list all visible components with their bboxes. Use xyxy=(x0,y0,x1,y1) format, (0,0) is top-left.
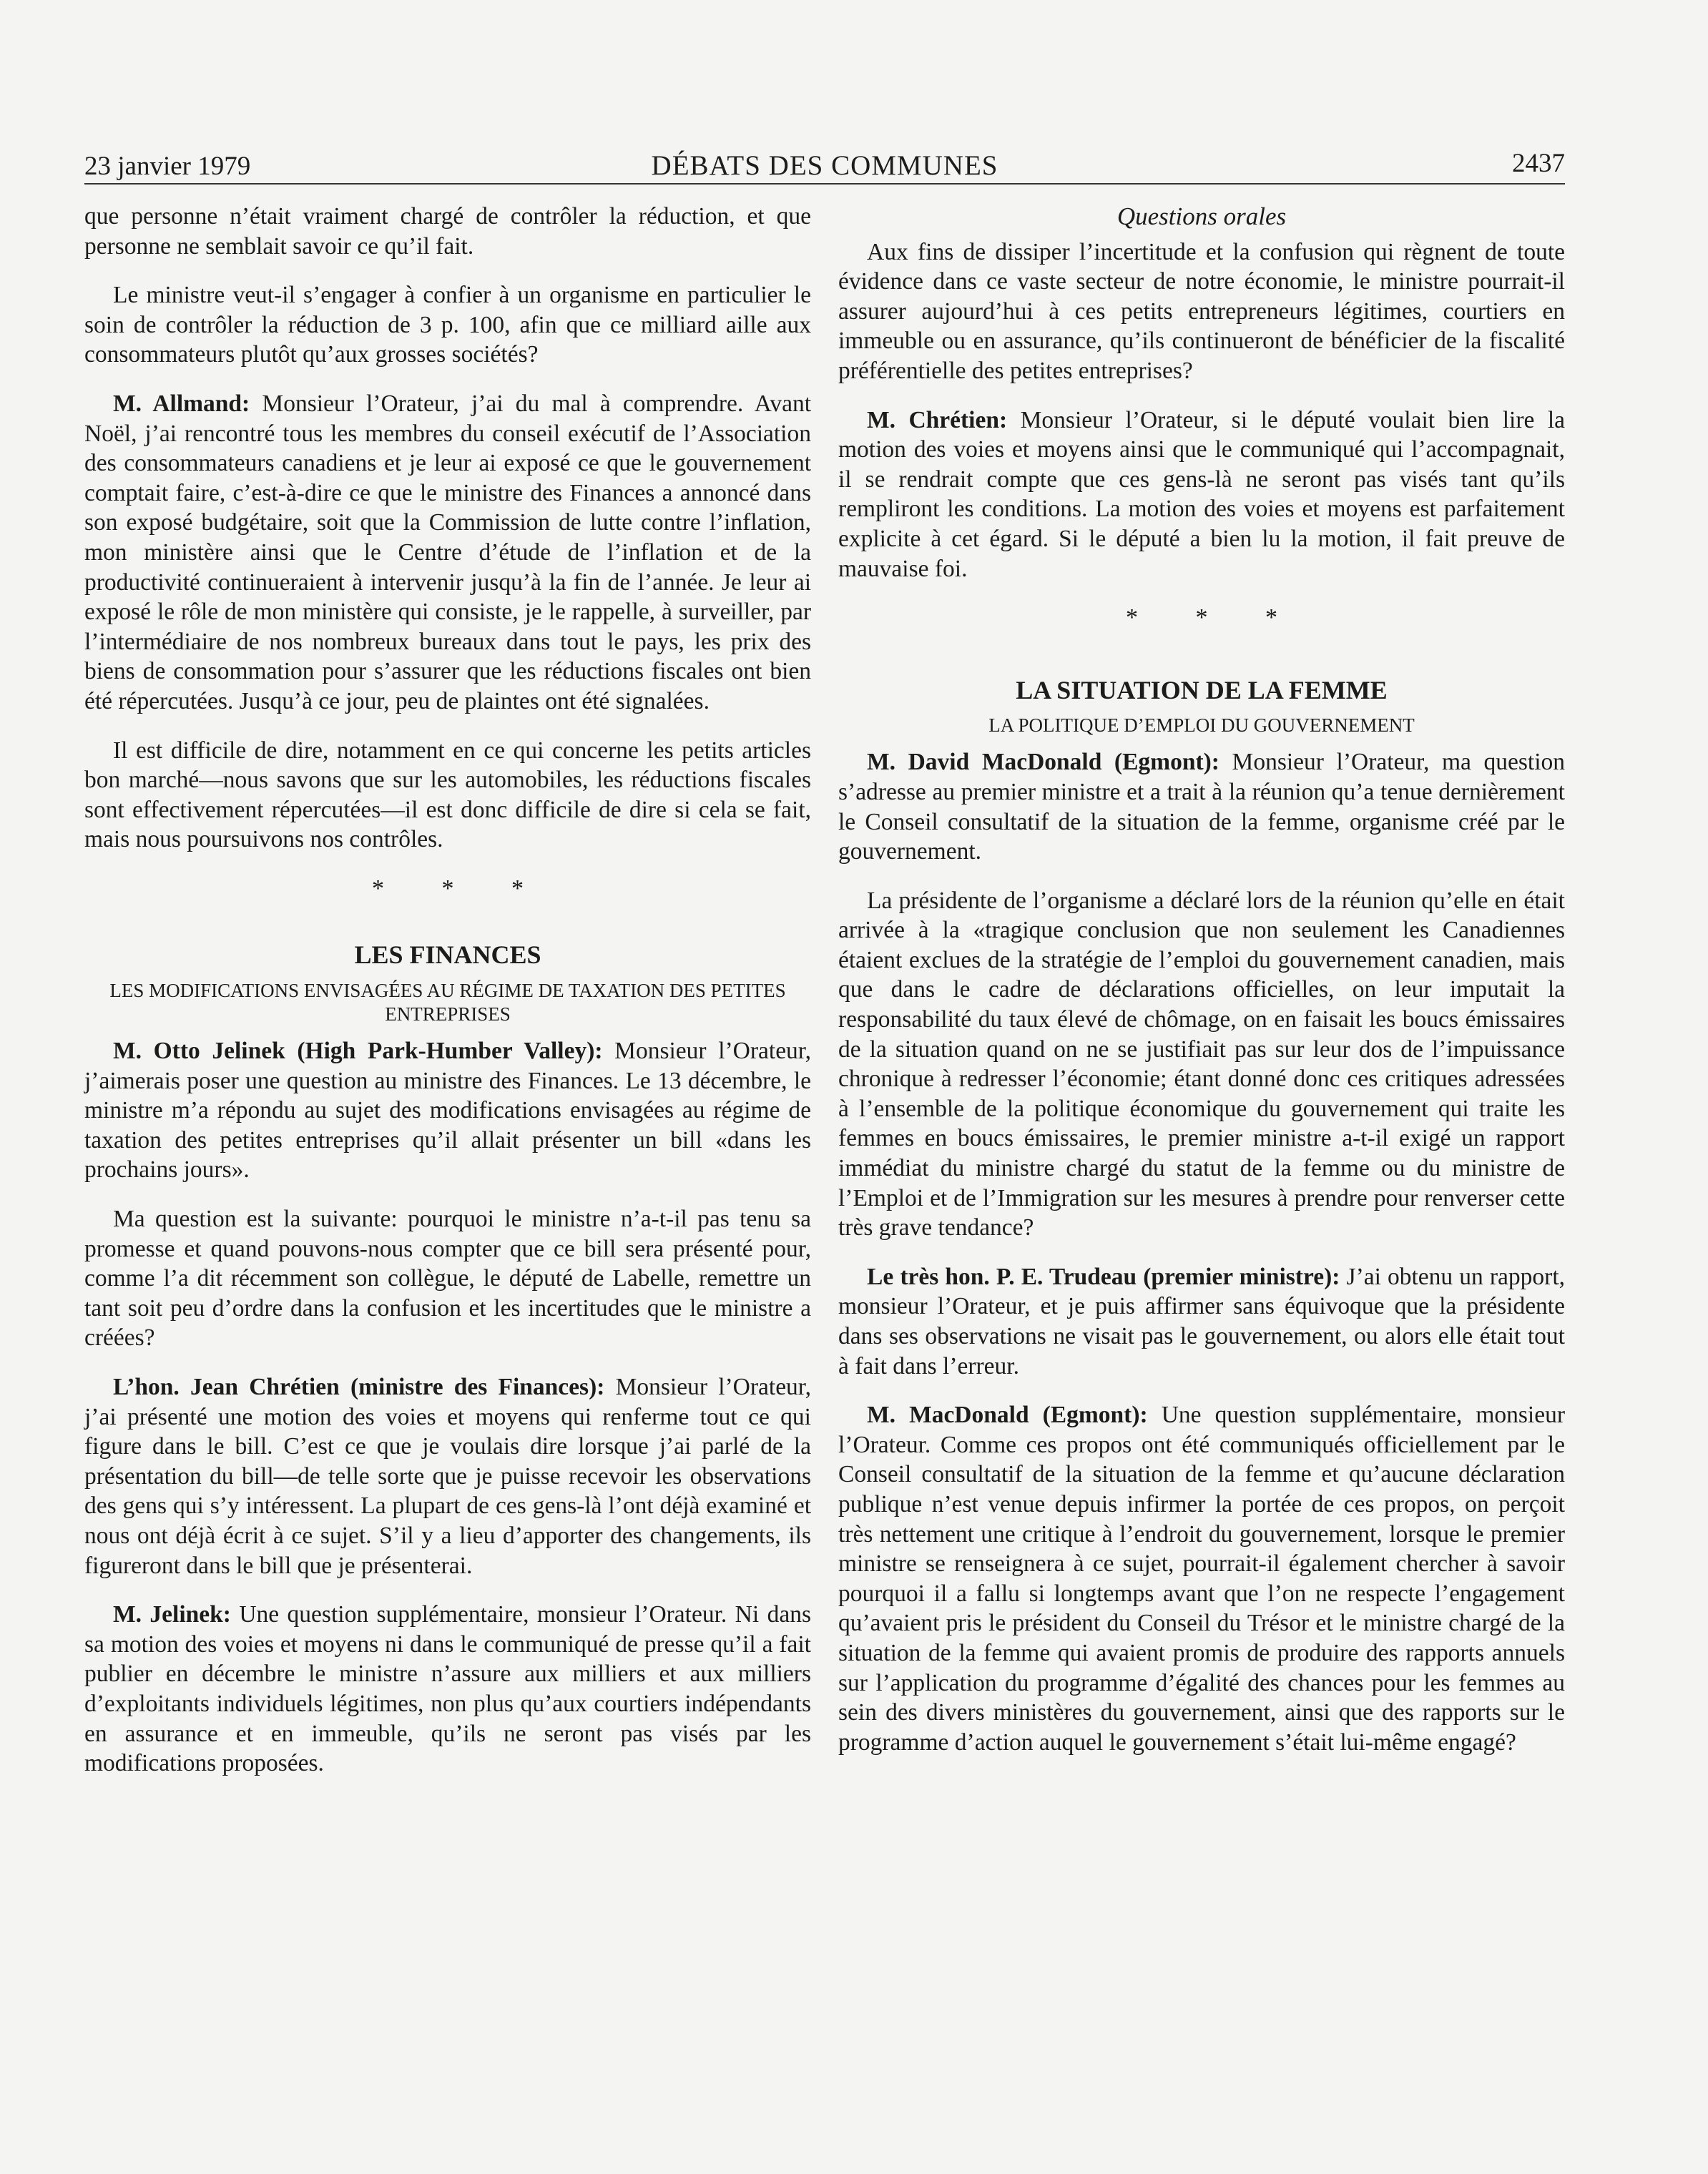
speech-text: Une question supplémentaire, monsieur l’Orateur. Ni dans sa motion des voies et moyens ni dans le communiqué de presse qu’il a fait publier en décembre le ministre n’assure aux milliers et aux milliers d’exploitants individuels légitimes, non plus qu’aux courtiers indépendants en assurance et en immeuble, qu’ils ne seront pas visés par les modifications proposées. xyxy=(84,1601,811,1777)
paragraph: que personne n’était vraiment chargé de contrôler la réduction, et que personne ne semblait savoir ce qu’il fait. xyxy=(84,203,811,260)
paragraph: Aux fins de dissiper l’incertitude et la confusion qui règnent de toute évidence dans ce vaste secteur de notre économie, le ministre pourrait-il assurer aujourd’hui à ces petits entrepreneurs légitimes, courtiers en immeuble ou en assurance, qu’ils continueront de bénéficier de la fiscalité préférentielle des petites entreprises? xyxy=(838,238,1565,384)
paragraph: Il est difficile de dire, notamment en ce qui concerne les petits articles bon marché—nous savons que sur les automobiles, les réductions fiscales sont effectivement répercutées—il est donc difficile de dire si cela se fait, mais nous poursuivons nos contrôles. xyxy=(84,737,811,853)
speaker-name: M. David MacDonald (Egmont): xyxy=(867,749,1219,776)
speech-text: Monsieur l’Orateur, j’aimerais poser une question au ministre des Finances. Le 13 décembre, le ministre m’a répondu au sujet des modifications envisagées au régime de taxation des petites entreprises qu’il allait présenter un bill «dans les prochains jours». xyxy=(84,1038,811,1184)
speech-text: Monsieur l’Orateur, ma question s’adresse au premier ministre et a trait à la réunion qu’a tenue dernièrement le Conseil consultatif de la situation de la femme, organisme créé par le gouvernement. xyxy=(838,749,1565,865)
speech-text: Une question supplémentaire, monsieur l’Orateur. Comme ces propos ont été communiqués officiellement par le Conseil consultatif de la situation de la femme et qu’aucune déclaration publique n’est venue depuis infirmer la portée de ces propos, on perçoit très nettement une critique à l’endroit du gouvernement, lorsque le premier ministre se renseignera à ce sujet, pourrait-il également chercher à savoir pourquoi il a fallu si longtemps avant que l’on ne respecte l’engagement qu’avaient pris le président du Conseil du Trésor et le ministre chargé de la situation de la femme qui avaient promis de produire des rapports annuels sur l’application du programme d’égalité des chances pour les femmes au sein des divers ministères du gouvernement, ainsi que des rapports sur le programme d’action auquel le gouvernement s’était lui-même engagé? xyxy=(838,1402,1565,1756)
left-column xyxy=(84,202,811,1798)
speech-text: J’ai obtenu un rapport, monsieur l’Orateur, et je puis affirmer sans équivoque que la présidente dans ses observations ne visait pas le gouvernement, ou alors elle était tout à fait dans l’erreur. xyxy=(838,1263,1565,1379)
speech xyxy=(84,1600,811,1779)
speaker-name: M. Allmand: xyxy=(113,390,250,417)
page-header xyxy=(84,143,1565,185)
speaker-name: M. MacDonald (Egmont): xyxy=(867,1402,1148,1429)
section-heading: LA SITUATION DE LA FEMME xyxy=(1016,675,1388,704)
section-separator: * * * xyxy=(1126,604,1303,631)
header-title: DÉBATS DES COMMUNES xyxy=(651,150,998,181)
header-rule xyxy=(84,183,1565,185)
right-column xyxy=(838,202,1565,1776)
speech xyxy=(84,1036,811,1185)
running-head: Questions orales xyxy=(1116,202,1287,230)
speaker-name: L’hon. Jean Chrétien (ministre des Finances): xyxy=(113,1374,605,1400)
speaker-name: M. Jelinek: xyxy=(113,1601,231,1628)
speaker-name: Le très hon. P. E. Trudeau (premier ministre): xyxy=(867,1263,1340,1290)
speech-text: Monsieur l’Orateur, j’ai du mal à comprendre. Avant Noël, j’ai rencontré tous les membres du conseil exécutif de l’Association des consommateurs canadiens et je leur ai exposé ce que le gouvernement comptait faire, c’est-à-dire ce que le ministre des Finances a annoncé dans son exposé budgétaire, soit que la Commission de lutte contre l’inflation, mon ministère ainsi que le Centre d’étude de l’inflation et de la productivité continueraient à intervenir jusqu’à la fin de l’année. Je leur ai exposé le rôle de mon ministère qui consiste, je le rappelle, à surveiller, par l’intermédiaire de nos nombreux bureaux dans tout le pays, les prix des biens de consommation pour s’assurer que les réductions fiscales ont bien été répercutées. Jusqu’à ce jour, peu de plaintes ont été signalées. xyxy=(84,390,811,714)
speech xyxy=(838,1262,1565,1381)
speech-text: Monsieur l’Orateur, j’ai présenté une motion des voies et moyens qui renferme tout ce qui figure dans le bill. C’est ce que je voulais dire lorsque j’ai parlé de la présentation du bill—de telle sorte que je puisse recevoir les observations des gens qui s’y intéressent. La plupart de ces gens-là l’ont déjà examiné et nous ont déjà écrit à ce sujet. S’il y a lieu d’apporter des changements, ils figureront dans le bill que je présenterai. xyxy=(84,1374,811,1579)
speech xyxy=(838,405,1565,584)
speaker-name: M. Otto Jelinek (High Park-Humber Valley): xyxy=(113,1038,603,1065)
paragraph: Le ministre veut-il s’engager à confier à un organisme en particulier le soin de contrôler la réduction de 3 p. 100, afin que ce milliard aille aux consommateurs plutôt qu’aux grosses sociétés? xyxy=(84,282,811,368)
speech xyxy=(838,747,1565,866)
header-date: 23 janvier 1979 xyxy=(84,152,251,181)
speech xyxy=(84,1372,811,1580)
section-subheading: LA POLITIQUE D’EMPLOI DU GOUVERNEMENT xyxy=(988,714,1415,737)
paragraph: La présidente de l’organisme a déclaré lors de la réunion qu’elle en était arrivée à la «tragique conclusion que non seulement les Canadiennes étaient exclues de la stratégie de l’emploi du gouvernement canadien, mais que dans le cadre de déclarations officielles, on leur imputait la responsabilité du taux élevé de chômage, on en faisait les boucs émissaires de la situation quand on ne se justifiait pas sur leur dos de l’impuissance chronique à redresser l’économie; étant donné donc ces critiques adressées à l’ensemble de la politique économique du gouvernement qui traite les femmes en boucs émissaires, le premier ministre a-t-il exigé un rapport immédiat du ministre chargé du statut de la femme ou du ministre de l’Emploi et de l’Immigration sur les mesures à prendre pour renverser cette très grave tendance? xyxy=(838,887,1565,1241)
section-subheading: LES MODIFICATIONS ENVISAGÉES AU RÉGIME DE TAXATION DES PETITES ENTREPRISES xyxy=(109,980,786,1025)
speech-text: Monsieur l’Orateur, si le député voulait bien lire la motion des voies et moyens ainsi que le communiqué qui l’accompagnait, il se rendrait compte que ces gens-là ne seront pas visés tant qu’ils rempliront les conditions. La motion des voies et moyens est parfaitement explicite à cet égard. Si le député a bien lu la motion, il fait preuve de mauvaise foi. xyxy=(838,406,1565,582)
speech xyxy=(84,389,811,717)
page-number: 2437 xyxy=(1512,149,1565,178)
paragraph: Ma question est la suivante: pourquoi le ministre n’a-t-il pas tenu sa promesse et quand pouvons-nous compter que ce bill sera présenté pour, comme l’a dit récemment son collègue, le député de Labelle, remettre un tant soit peu d’ordre dans la confusion et les incertitudes que le ministre a créées? xyxy=(84,1206,811,1352)
section-separator: * * * xyxy=(372,875,549,902)
speech xyxy=(838,1400,1565,1757)
section-heading: LES FINANCES xyxy=(354,940,541,970)
speaker-name: M. Chrétien: xyxy=(867,406,1008,433)
